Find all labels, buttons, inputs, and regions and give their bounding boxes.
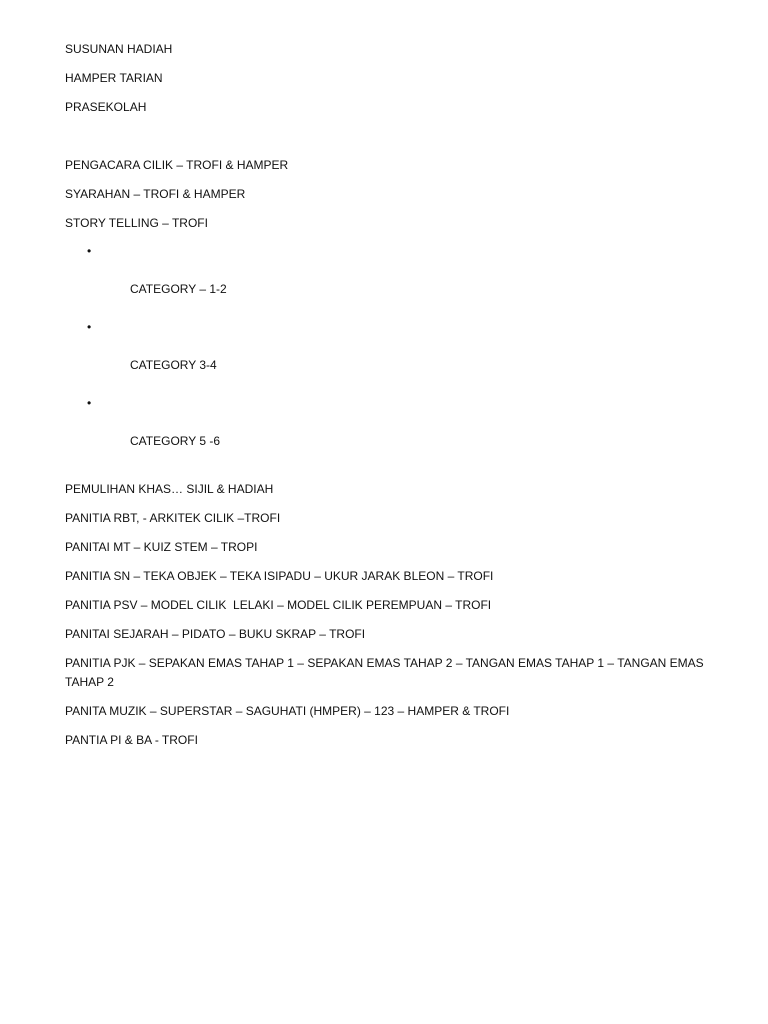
doc-paragraph: STORY TELLING – TROFI — [65, 216, 208, 230]
empty-paragraph — [65, 127, 705, 146]
bullet-icon: • — [87, 320, 92, 334]
doc-paragraph: PANITIA PSV – MODEL CILIK LELAKI – MODEL CILIK PEREMPUAN – TROFI — [65, 598, 492, 612]
bullet-text: CATEGORY – 1-2 — [130, 282, 227, 296]
doc-paragraph: PEMULIHAN KHAS… SIJIL & HADIAH — [65, 482, 274, 496]
bullet-item — [65, 318, 705, 394]
bullet-icon: • — [87, 244, 92, 258]
document-page — [65, 40, 705, 760]
doc-paragraph: PENGACARA CILIK – TROFI & HAMPER — [65, 158, 289, 172]
doc-paragraph: PANITA MUZIK – SUPERSTAR – SAGUHATI (HMPER) – 123 – HAMPER & TROFI — [65, 704, 510, 718]
bullet-text: CATEGORY 3-4 — [130, 358, 217, 372]
doc-title: SUSUNAN HADIAH — [65, 42, 173, 56]
doc-paragraph: PANITAI MT – KUIZ STEM – TROPI — [65, 540, 258, 554]
doc-paragraph: PANITIA SN – TEKA OBJEK – TEKA ISIPADU – UKUR JARAK BLEON – TROFI — [65, 569, 494, 583]
bullet-item — [65, 394, 705, 470]
doc-paragraph: PANITIA PJK – SEPAKAN EMAS TAHAP 1 – SEPAKAN EMAS TAHAP 2 – TANGAN EMAS TAHAP 1 – TANGAN EMAS TAHAP 2 — [65, 656, 707, 689]
bullet-icon: • — [87, 396, 92, 410]
doc-paragraph: SYARAHAN – TROFI & HAMPER — [65, 187, 246, 201]
bullet-item — [65, 242, 705, 318]
doc-paragraph: PANTIA PI & BA - TROFI — [65, 733, 198, 747]
doc-paragraph: PANITIA RBT, - ARKITEK CILIK –TROFI — [65, 511, 281, 525]
bullet-list — [65, 242, 705, 470]
doc-paragraph: PANITAI SEJARAH – PIDATO – BUKU SKRAP – TROFI — [65, 627, 366, 641]
doc-paragraph: HAMPER TARIAN — [65, 71, 163, 85]
bullet-text: CATEGORY 5 -6 — [130, 434, 221, 448]
doc-paragraph: PRASEKOLAH — [65, 100, 147, 114]
